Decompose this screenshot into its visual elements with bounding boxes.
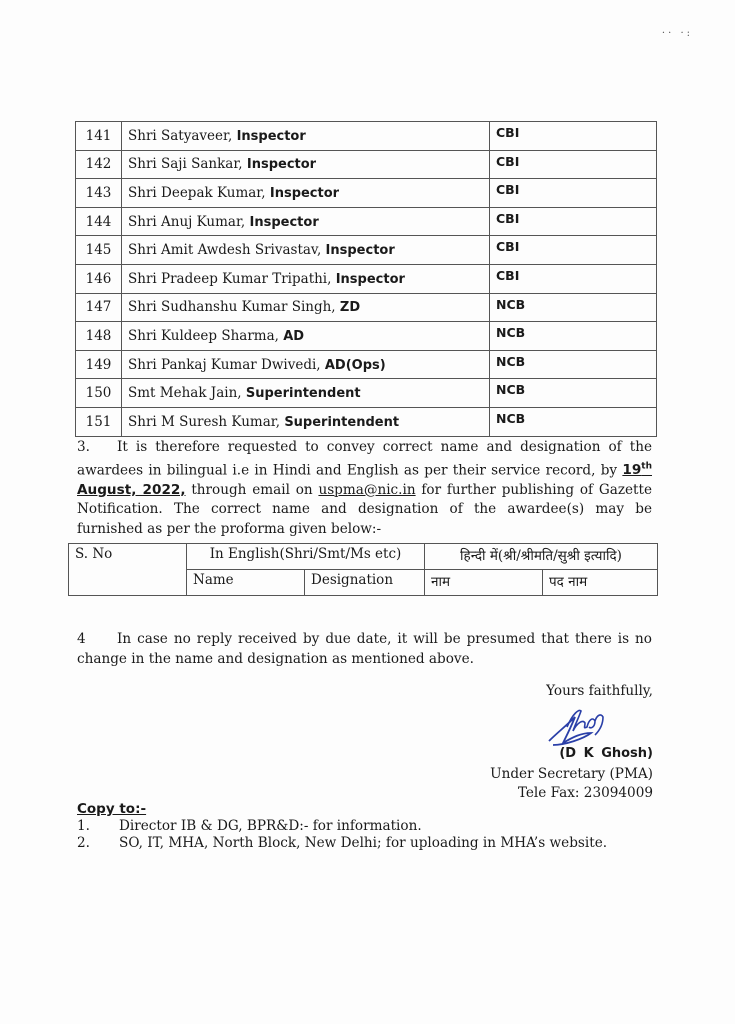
hindi-designation-header: पद नाम <box>543 570 658 596</box>
scan-marks: ·· ·: <box>661 28 693 39</box>
table-row <box>76 322 657 351</box>
paragraph-number: 4 <box>77 631 86 647</box>
paragraph-number: 3. <box>77 439 90 455</box>
awardee-name: Smt Mehak Jain, Superintendent <box>122 379 490 408</box>
organization: NCB <box>490 407 657 436</box>
designation: ZD <box>339 300 361 316</box>
signer-name: (D K Ghosh) <box>559 746 653 761</box>
organization: NCB <box>490 322 657 351</box>
table-row <box>76 264 657 293</box>
awardee-name: Shri Saji Sankar, Inspector <box>122 150 490 179</box>
proforma-header-row <box>69 544 658 570</box>
awardees-table <box>75 121 657 437</box>
designation: AD(Ops) <box>324 357 386 373</box>
organization: CBI <box>490 179 657 208</box>
awardee-name: Shri Pankaj Kumar Dwivedi, AD(Ops) <box>122 350 490 379</box>
table-row <box>76 207 657 236</box>
hindi-header: हिन्दी में(श्री/श्रीमति/सुश्री इत्यादि) <box>425 544 658 570</box>
table-row <box>76 379 657 408</box>
list-item: 2. SO, IT, MHA, North Block, New Delhi; for uploading in MHA’s website. <box>77 835 608 851</box>
awardee-name: Shri Pradeep Kumar Tripathi, Inspector <box>122 264 490 293</box>
organization: NCB <box>490 293 657 322</box>
serial-number: 147 <box>76 293 122 322</box>
closing-salutation: Yours faithfully, <box>546 683 653 699</box>
designation: Inspector <box>325 243 395 259</box>
deadline-date: 19th August, 2022, <box>77 461 652 498</box>
copy-to-section <box>77 801 677 852</box>
serial-number: 143 <box>76 179 122 208</box>
serial-number: 150 <box>76 379 122 408</box>
signer-role: Under Secretary (PMA) <box>490 766 653 782</box>
organization: CBI <box>490 122 657 151</box>
organization: CBI <box>490 264 657 293</box>
table-row <box>76 350 657 379</box>
serial-number: 148 <box>76 322 122 351</box>
awardee-name: Shri Amit Awdesh Srivastav, Inspector <box>122 236 490 265</box>
english-header: In English(Shri/Smt/Ms etc) <box>187 544 425 570</box>
organization: NCB <box>490 350 657 379</box>
designation: Superintendent <box>245 386 361 402</box>
designation: Superintendent <box>284 414 400 430</box>
serial-number: 144 <box>76 207 122 236</box>
designation: AD <box>283 328 305 344</box>
awardee-name: Shri Deepak Kumar, Inspector <box>122 179 490 208</box>
table-row <box>76 150 657 179</box>
designation: Inspector <box>246 157 317 173</box>
organization: CBI <box>490 236 657 265</box>
table-row <box>76 122 657 151</box>
name-header: Name <box>187 570 305 596</box>
serial-number: 141 <box>76 122 122 151</box>
awardee-name: Shri Sudhanshu Kumar Singh, ZD <box>122 293 490 322</box>
designation-header: Designation <box>305 570 425 596</box>
serial-number: 146 <box>76 264 122 293</box>
awardee-name: Shri M Suresh Kumar, Superintendent <box>122 407 490 436</box>
email-link[interactable]: uspma@nic.in <box>318 481 416 498</box>
serial-number: 142 <box>76 150 122 179</box>
signer-fax: Tele Fax: 23094009 <box>517 785 653 801</box>
proforma-table <box>68 543 658 596</box>
designation: Inspector <box>335 271 405 287</box>
paragraph-3: 3. It is therefore requested to convey correct name and designation of the awardees in bilingual i.e in Hindi and English as per their service record, by 19th August, 2022, through email on uspma@nic.in for further publishing of Gazette Notification. The correct name and designation of the awardee(s) may be furnished as per the proforma given below:- <box>77 439 652 537</box>
hindi-name-header: नाम <box>425 570 543 596</box>
serial-number: 151 <box>76 407 122 436</box>
awardee-name: Shri Kuldeep Sharma, AD <box>122 322 490 351</box>
paragraph-4: 4 In case no reply received by due date, it will be presumed that there is no change in the name and designation as mentioned above. <box>77 631 652 667</box>
table-row <box>76 293 657 322</box>
list-item: 1. Director IB & DG, BPR&D:- for information. <box>77 818 422 834</box>
designation: Inspector <box>249 214 319 230</box>
designation: Inspector <box>269 185 340 201</box>
organization: NCB <box>490 379 657 408</box>
awardee-name: Shri Satyaveer, Inspector <box>122 122 490 151</box>
serial-number: 145 <box>76 236 122 265</box>
signer-details <box>490 765 653 803</box>
designation: Inspector <box>236 128 306 144</box>
table-row <box>76 236 657 265</box>
table-row <box>76 407 657 436</box>
sno-header: S. No <box>69 544 187 596</box>
awardee-name: Shri Anuj Kumar, Inspector <box>122 207 490 236</box>
copy-to-heading: Copy to:- <box>77 801 147 817</box>
organization: CBI <box>490 150 657 179</box>
serial-number: 149 <box>76 350 122 379</box>
organization: CBI <box>490 207 657 236</box>
table-row <box>76 179 657 208</box>
